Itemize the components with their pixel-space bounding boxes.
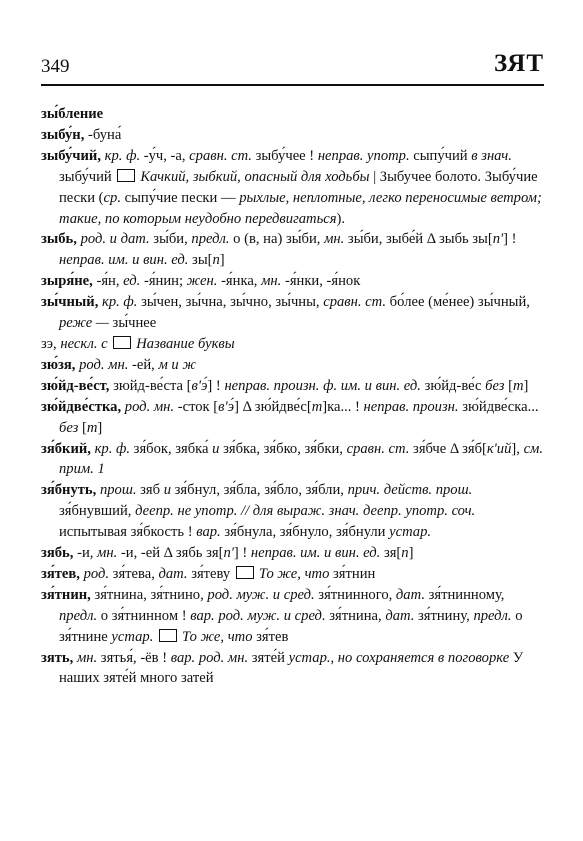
entry-text: У наших зяте́й много затей bbox=[59, 649, 524, 687]
italic-note: род. муж. и сред. bbox=[207, 586, 315, 603]
entry-text: ]ка... ! bbox=[322, 398, 364, 415]
italic-note: мн. bbox=[76, 649, 98, 666]
headword: зю́йд-ве́ст, bbox=[41, 377, 114, 394]
entry-text: зяте́й bbox=[248, 649, 289, 666]
entry-text: о (в, на) зы́би, bbox=[229, 231, 325, 248]
italic-note: жен. bbox=[186, 273, 218, 290]
entry-text: о зя́тнине bbox=[59, 607, 523, 645]
headword: зы́чный, bbox=[41, 294, 102, 311]
italic-note: ср. bbox=[103, 189, 121, 206]
headword: зыбь, bbox=[41, 231, 81, 248]
headword: зя́тнин, bbox=[41, 586, 95, 603]
italic-note: дат. bbox=[395, 586, 425, 603]
headword: зя́тев, bbox=[41, 565, 84, 582]
entry-text: зя́теву bbox=[187, 565, 234, 582]
entry-text: [ bbox=[78, 419, 87, 436]
definition-box-icon bbox=[159, 629, 177, 642]
entry-text: ] ! bbox=[207, 377, 225, 394]
dictionary-entry bbox=[41, 376, 546, 397]
italic-note: устар. bbox=[111, 628, 154, 645]
dictionary-entry bbox=[41, 334, 546, 355]
entry-text: зэ, bbox=[41, 335, 61, 352]
dictionary-entry bbox=[41, 229, 546, 271]
italic-note: предл. bbox=[191, 231, 230, 248]
entry-text: зя[ bbox=[380, 545, 402, 562]
entry-text: о зя́тнинном ! bbox=[97, 607, 191, 624]
entry-text: зю́йдве́ска... bbox=[458, 398, 539, 415]
entry-text: ] ! bbox=[233, 545, 251, 562]
dictionary-entry bbox=[41, 271, 546, 292]
entry-text: -я́нки, -я́нок bbox=[281, 273, 361, 290]
entry-text: ] bbox=[408, 545, 414, 562]
entry-text: зя́бок, зябка́ bbox=[130, 440, 213, 457]
italic-note: кр. ф. bbox=[94, 440, 131, 457]
entry-text: -я́нка, bbox=[217, 273, 262, 290]
dictionary-entry bbox=[41, 125, 546, 146]
running-head: ЗЯТ bbox=[494, 50, 544, 77]
italic-note: неправ. произн. ф. им. и вин. ед. bbox=[224, 377, 421, 394]
italic-note: т bbox=[311, 398, 323, 415]
italic-note: и bbox=[212, 440, 220, 457]
page-header bbox=[41, 50, 544, 80]
italic-note: вар. род. мн. bbox=[170, 649, 249, 666]
italic-note: т bbox=[512, 377, 524, 394]
italic-note: неправ. им. и вин. ед. bbox=[59, 252, 189, 269]
entry-text: испытывая зя́бкость ! bbox=[59, 524, 197, 541]
italic-note: Название буквы bbox=[136, 335, 235, 352]
italic-note: п bbox=[212, 252, 220, 269]
headword: зять, bbox=[41, 649, 77, 666]
headword: зя́бкий, bbox=[41, 440, 95, 457]
italic-note: сравн. ст. bbox=[346, 440, 410, 457]
italic-note: То же, что bbox=[182, 628, 253, 645]
entry-text bbox=[153, 629, 157, 645]
entry-text: -ей, bbox=[128, 356, 159, 373]
italic-note: прош. bbox=[99, 482, 137, 499]
italic-note: неправ. произн. bbox=[363, 398, 459, 415]
entry-text: зы́чнее bbox=[108, 315, 157, 332]
entry-text: -буна́ bbox=[88, 126, 122, 143]
italic-note: неправ. им. и вин. ед. bbox=[250, 545, 381, 562]
italic-note: нескл. с bbox=[60, 335, 108, 352]
italic-note: дат. bbox=[158, 565, 188, 582]
dictionary-entry bbox=[41, 480, 546, 543]
dictionary-entry bbox=[41, 104, 546, 125]
entry-text: зя́тнина, bbox=[325, 607, 386, 624]
headword: зыбу́чий, bbox=[41, 147, 105, 164]
italic-note: устар., но сохраняется в поговорке bbox=[288, 649, 510, 666]
italic-note: сравн. ст. bbox=[323, 294, 387, 311]
italic-note: род. мн. bbox=[124, 398, 175, 415]
entry-text: зы[ bbox=[188, 252, 213, 269]
dictionary-entry bbox=[41, 397, 546, 439]
italic-note: в знач. bbox=[471, 147, 512, 164]
entry-text: сыпу́чий bbox=[409, 147, 472, 164]
entry-text: зя́тнину, bbox=[414, 607, 474, 624]
entry-text: зя́бнувший, bbox=[59, 503, 136, 520]
italic-note: неправ. употр. bbox=[317, 147, 410, 164]
headword: зыря́не, bbox=[41, 273, 97, 290]
entry-text: зя́тев bbox=[252, 628, 289, 645]
italic-note: п bbox=[401, 545, 409, 562]
italic-note: вар. род. муж. и сред. bbox=[190, 607, 326, 624]
entry-text: ). bbox=[336, 210, 346, 227]
entry-text: [ bbox=[504, 377, 513, 394]
italic-note: Качкий, зыбкий, опасный для ходьбы bbox=[140, 168, 370, 185]
entry-text: зы́би, зыбе́й Δ зыбь зы[ bbox=[344, 231, 493, 248]
entry-text: ], bbox=[511, 440, 524, 457]
italic-note: предл. bbox=[59, 607, 98, 624]
entry-text: зя́тнинного, bbox=[314, 586, 396, 603]
italic-note: кр. ф. bbox=[102, 294, 138, 311]
entry-text: -и, bbox=[77, 545, 98, 562]
definition-box-icon bbox=[117, 169, 135, 182]
entry-text: зя́тнина, зя́тнино, bbox=[94, 586, 208, 603]
entry-text: зюйд-ве́ста [ bbox=[113, 377, 192, 394]
italic-note: см. прим. 1 bbox=[59, 440, 544, 478]
headword: зыбу́н, bbox=[41, 126, 89, 143]
italic-note: кр. ф. bbox=[104, 147, 141, 164]
headword: зябь, bbox=[41, 545, 78, 562]
definition-box-icon bbox=[236, 566, 254, 579]
entry-text: зыбу́чий bbox=[59, 168, 116, 185]
italic-note: реже — bbox=[59, 315, 109, 332]
entry-text: зя́тнин bbox=[329, 565, 376, 582]
dictionary-entry bbox=[41, 439, 546, 481]
dictionary-entry bbox=[41, 648, 546, 690]
entry-text: зыбу́чее ! bbox=[251, 147, 318, 164]
entry-text: зя́бнула, зя́бнуло, зя́бнули bbox=[220, 524, 390, 541]
italic-note: без bbox=[485, 377, 505, 394]
entry-text: -у́ч, -а, bbox=[140, 147, 190, 164]
entry-text: зятья́, -ёв ! bbox=[97, 649, 171, 666]
entry-list bbox=[41, 104, 546, 689]
dictionary-entry bbox=[41, 543, 546, 564]
entry-text: зя́бче Δ зя́б[ bbox=[409, 440, 487, 457]
italic-note: род. мн. bbox=[79, 356, 129, 373]
entry-text: ] Δ зю́йдве́с[ bbox=[234, 398, 312, 415]
italic-note: т bbox=[86, 419, 98, 436]
entry-text: ] bbox=[523, 377, 529, 394]
entry-text: зы́чен, зы́чна, зы́чно, зы́чны, bbox=[137, 294, 324, 311]
entry-text: зю́йд-ве́с bbox=[420, 377, 486, 394]
italic-note: ед. bbox=[123, 273, 141, 290]
dictionary-entry bbox=[41, 355, 546, 376]
italic-note: сравн. ст. bbox=[189, 147, 252, 164]
italic-note: мн. bbox=[324, 231, 345, 248]
italic-note: деепр. не употр. // для выраж. знач. деепр. употр. соч. bbox=[135, 503, 476, 520]
italic-note: вар. bbox=[196, 524, 221, 541]
entry-text: зя́тева, bbox=[109, 565, 159, 582]
definition-box-icon bbox=[113, 336, 131, 349]
italic-note: род. и дат. bbox=[80, 231, 150, 248]
italic-note: пʹ bbox=[492, 231, 504, 248]
entry-text: -и, -ей Δ зябь зя[ bbox=[117, 545, 224, 562]
entry-text: зя́бнул, зя́бла, зя́бло, зя́бли, bbox=[171, 482, 348, 499]
entry-text bbox=[108, 336, 112, 352]
italic-note: без bbox=[59, 419, 79, 436]
headword: зю́йдве́стка, bbox=[41, 398, 125, 415]
italic-note: кʹий bbox=[486, 440, 512, 457]
entry-text: -сток [ bbox=[174, 398, 219, 415]
italic-note: мн. bbox=[97, 545, 118, 562]
italic-note: То же, что bbox=[258, 565, 330, 582]
dictionary-entry bbox=[41, 292, 546, 334]
italic-note: рыхлые, неплотные, легко переносимые ветром; такие, по которым неудобно передвигаться bbox=[59, 189, 542, 227]
italic-note: род. bbox=[83, 565, 110, 582]
entry-text: зяб bbox=[136, 482, 164, 499]
entry-text: зя́бка, зя́бко, зя́бки, bbox=[219, 440, 347, 457]
entry-text: зы́би, bbox=[149, 231, 192, 248]
entry-text: зя́тнинному, bbox=[424, 586, 505, 603]
italic-note: предл. bbox=[473, 607, 512, 624]
italic-note: устар. bbox=[389, 524, 432, 541]
entry-text: ] bbox=[97, 419, 103, 436]
italic-note: пʹ bbox=[223, 545, 234, 562]
headword: зю́зя, bbox=[41, 356, 80, 373]
italic-note: вʹэ́ bbox=[218, 398, 235, 415]
entry-text: сыпу́чие пески — bbox=[120, 189, 240, 206]
italic-note: дат. bbox=[385, 607, 415, 624]
headword: зя́бнуть, bbox=[41, 482, 100, 499]
entry-text: -я́нин; bbox=[140, 273, 187, 290]
entry-text: | Зыбучее болото. Зыбу́чие пески ( bbox=[59, 168, 538, 206]
dictionary-entry bbox=[41, 146, 546, 230]
italic-note: вʹэ́ bbox=[191, 377, 208, 394]
header-rule bbox=[41, 84, 544, 86]
entry-text: -я́н, bbox=[96, 273, 124, 290]
headword: зы́бление bbox=[41, 106, 104, 122]
page-number: 349 bbox=[41, 56, 70, 77]
entry-text: ] ! bbox=[503, 231, 517, 248]
dictionary-entry bbox=[41, 585, 546, 648]
entry-text: ] bbox=[219, 252, 225, 269]
italic-note: прич. действ. прош. bbox=[347, 482, 473, 499]
italic-note: и bbox=[163, 482, 172, 499]
dictionary-entry bbox=[41, 564, 546, 585]
italic-note: мн. bbox=[261, 273, 282, 290]
italic-note: м и ж bbox=[158, 356, 196, 373]
entry-text: бо́лее (ме́нее) зы́чный, bbox=[386, 294, 530, 311]
